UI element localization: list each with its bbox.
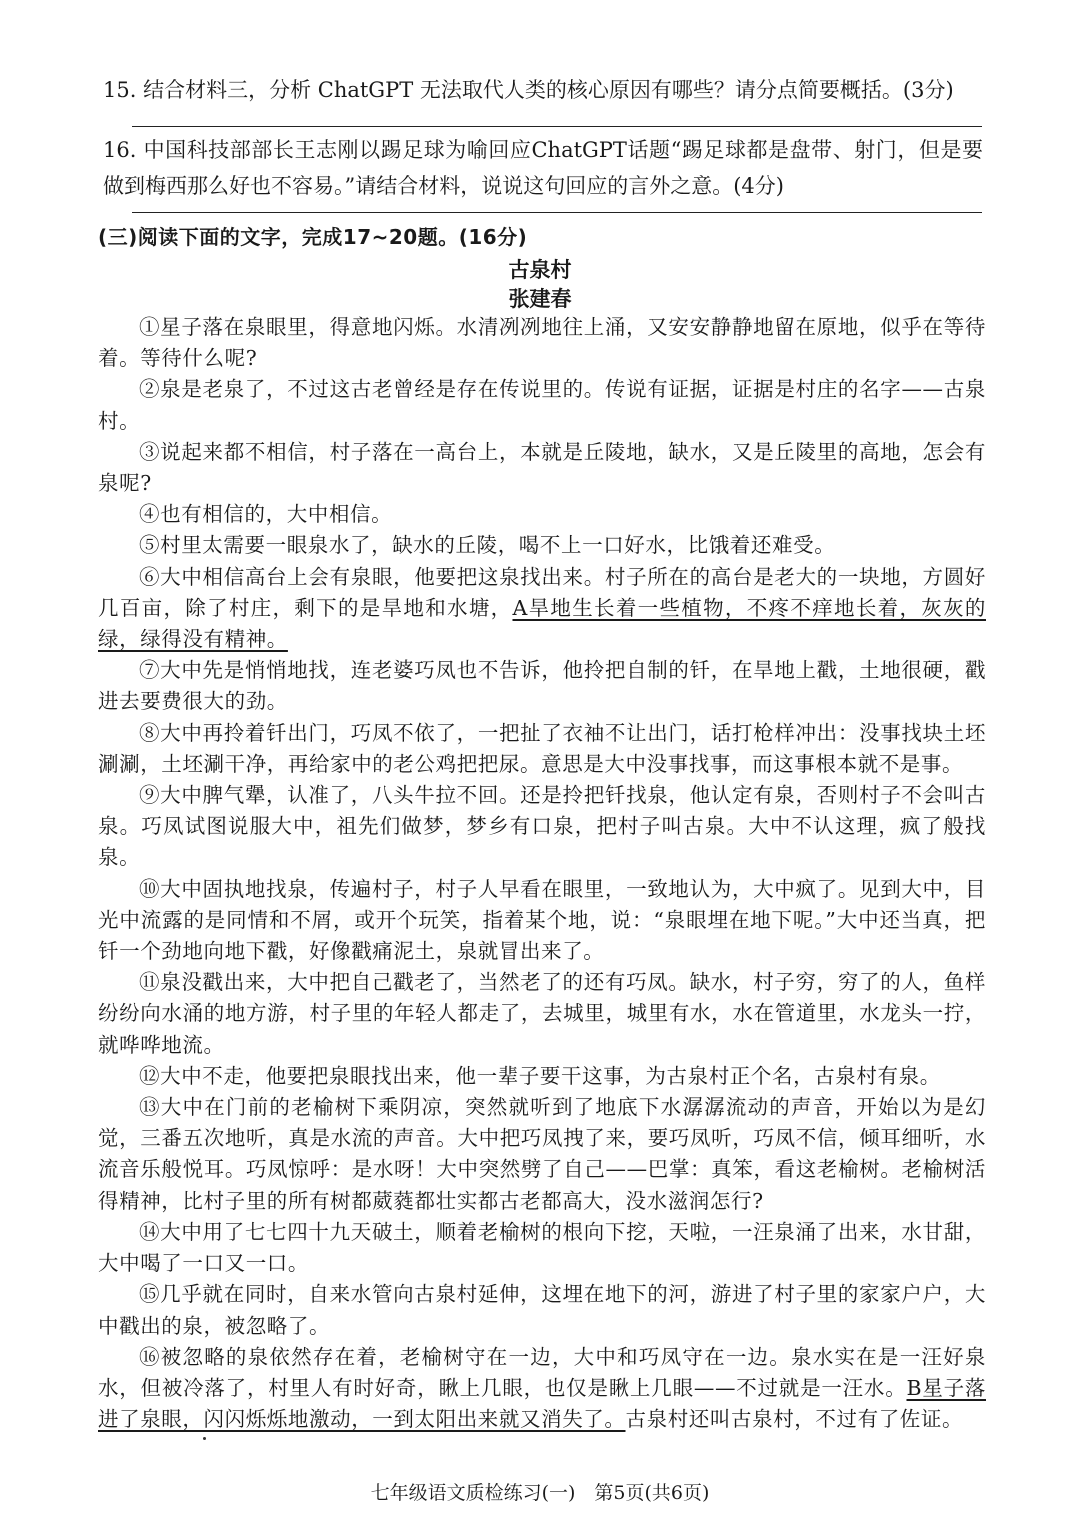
paragraph-14: ⑭大中用了七七四十九天破土，顺着老榆树的根向下挖，天啦，一汪泉涌了出来，水甘甜，大中喝了一口又一口。 (98, 1219, 986, 1276)
paragraph-10: ⑩大中固执地找泉，传遍村子，村子人早看在眼里，一致地认为，大中疯了。见到大中，目光中流露的是同情和不屑，或开个玩笑，指着某个地，说：“泉眼埋在地下呢。”大中还当真，把钎一个劲地向地下戳，好像戳痛泥土，泉就冒出来了。 (98, 876, 986, 964)
section-header: (三)阅读下面的文字，完成17~20题。(16分) (98, 225, 528, 249)
paragraph-6-text: ⑥大中相信高台上会有泉眼，他要把这泉找出来。村子所在的高台是老大的一块地，方圆好几百亩，除了村庄，剩下的是旱地和水塘， (98, 564, 986, 620)
paragraph-3: ③说起来都不相信，村子落在一高台上，本就是丘陵地，缺水，又是丘陵里的高地，怎会有泉呢? (98, 439, 986, 496)
paragraph-11: ⑪泉没戳出来，大中把自己戳老了，当然老了的还有巧凤。缺水，村子穷，穷了的人，鱼样纷纷向水涌的地方游，村子里的年轻人都走了，去城里，城里有水，水在管道里，水龙头一拧，就哗哗地流。 (98, 970, 986, 1057)
page-footer: 七年级语文质检练习(一) 第5页(共6页) (370, 1482, 710, 1504)
paragraph-1: ①星子落在泉眼里，得意地闪烁。水清冽冽地往上涌，又安安静静地留在原地，似乎在等待着。等待什么呢? (98, 315, 986, 371)
question-16: 16. 中国科技部部长王志刚以踢足球为喻回应ChatGPT话题“踢足球都是盘带、射门，但是要做到梅西那么好也不容易。”请结合材料，说说这句回应的言外之意。(4分) (103, 138, 983, 198)
paragraph-12: ⑫大中不走，他要把泉眼找出来，他一辈子要干这事，为古泉村正个名，古泉村有泉。 (139, 1063, 941, 1088)
article-title: 古泉村 (508, 258, 572, 282)
article-body (98, 312, 986, 1435)
paragraph-16-end: 古泉村还叫古泉村，不过有了佐证。 (625, 1407, 964, 1432)
answer-line-15[interactable] (132, 126, 982, 127)
paragraph-7: ⑦大中先是悄悄地找，连老婆巧凤也不告诉，他拎把自制的钎，在旱地上戳，土地很硬，戳进去要费很大的劲。 (98, 658, 986, 714)
paragraph-9: ⑨大中脾气犟，认准了，八头牛拉不回。还是拎把钎找泉，他认定有泉，否则村子不会叫古泉。巧凤试图说服大中，祖先们做梦，梦乡有口泉，把村子叫古泉。大中不认这理，疯了般找泉。 (98, 783, 986, 870)
paragraph-5: ⑤村里太需要一眼泉水了，缺水的丘陵，喝不上一口好水，比饿着还难受。 (139, 533, 836, 558)
paragraph-2: ②泉是老泉了，不过这古老曾经是存在传说里的。传说有证据，证据是村庄的名字——古泉村。 (98, 377, 986, 433)
article-author: 张建春 (508, 287, 572, 311)
paragraph-16-text: ⑯被忽略的泉依然存在着，老榆树守在一边，大中和巧凤守在一边。泉水实在是一汪好泉水，但被冷落了，村里人有时好奇，瞅上几眼，也仅是瞅上几眼——不过就是一汪水。 (98, 1344, 986, 1400)
paragraph-15: ⑮几乎就在同时，自来水管向古泉村延伸，这埋在地下的河，游进了村子里的家家户户，大中戳出的泉，被忽略了。 (98, 1282, 986, 1338)
question-15: 15. 结合材料三，分析 ChatGPT 无法取代人类的核心原因有哪些？请分点简要概括。(3分) (103, 78, 954, 102)
paragraph-8: ⑧大中再拎着钎出门，巧凤不依了，一把扯了衣袖不让出门，话打枪样冲出：没事找块土坯涮涮，土坯涮干净，再给家中的老公鸡把把尿。意思是大中没事找事，而这事根本就不是事。 (98, 720, 986, 776)
paragraph-16 (98, 1342, 986, 1436)
answer-line-16[interactable] (132, 212, 982, 213)
underlined-sentence-a: A旱地生长着一些植物，不疼不痒地长着，灰灰的绿，绿得没有精神。 (98, 595, 986, 652)
stray-dot (203, 1437, 206, 1440)
paragraph-4: ④也有相信的，大中相信。 (139, 502, 393, 527)
paragraph-6 (98, 562, 986, 656)
underlined-sentence-b: B星子落进了泉眼，闪闪烁烁地激动，一到太阳出来就又消失了。 (98, 1375, 986, 1432)
paragraph-13: ⑬大中在门前的老榆树下乘阴凉，突然就听到了地底下水潺潺流动的声音，开始以为是幻觉，三番五次地听，真是水流的声音。大中把巧凤拽了来，要巧凤听，巧凤不信，倾耳细听，水流音乐般悦耳。巧凤惊呼：是水呀！大中突然劈了自己——巴掌：真笨，看这老榆树。老榆树活得精神，比村子里的所有树都葳蕤都壮实都古老都高大，没水滋润怎行? (98, 1095, 986, 1213)
